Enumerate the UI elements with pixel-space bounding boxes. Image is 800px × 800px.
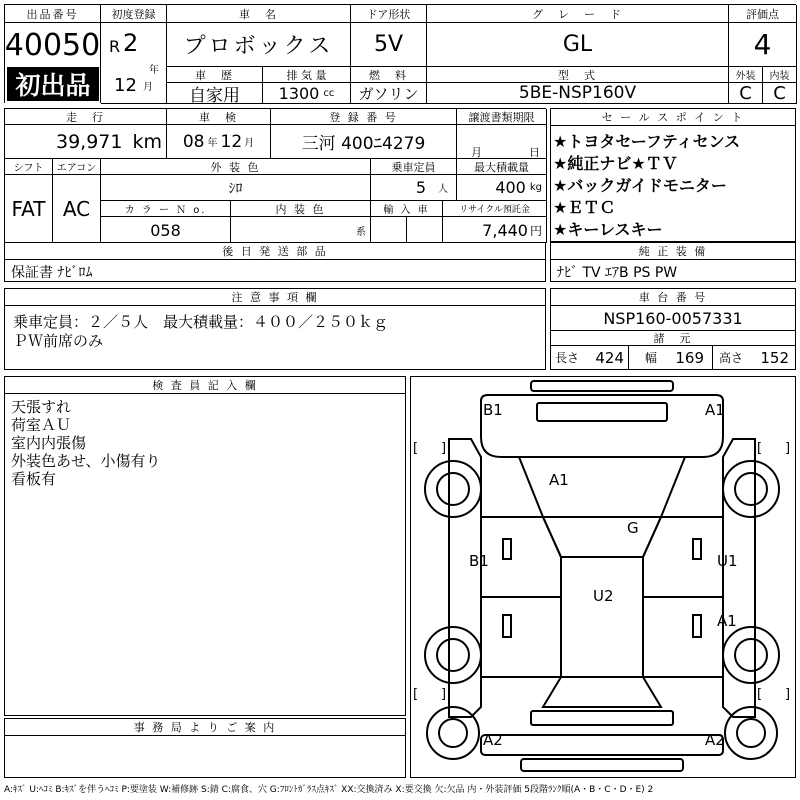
transfer-day-unit: 日	[529, 146, 540, 159]
notes-line: 乗車定員：２／５人 最大積載量：４００／２５０ｋｇ	[13, 313, 389, 331]
score: 4	[729, 23, 797, 67]
bracket-left-bottom-open: [	[413, 687, 419, 702]
damage-mark-b1-left-side: B1	[469, 552, 489, 570]
damage-mark-g-windshield: G	[627, 519, 639, 537]
height-cell	[713, 346, 795, 369]
damage-mark-a1-right-rear: A1	[717, 612, 737, 630]
recycle-value: 7,440	[482, 220, 528, 240]
grade-label: グ レ ー ド	[427, 5, 729, 23]
door-type: 5V	[351, 23, 427, 67]
height-label: 高さ	[719, 351, 744, 365]
width-value: 169	[675, 348, 704, 367]
model-code: 5BE-NSP160V	[427, 83, 729, 104]
displacement	[263, 83, 351, 104]
max-load-value: 400	[495, 178, 526, 197]
car-name: プロボックス	[167, 23, 351, 67]
exterior-grade: C	[729, 83, 763, 104]
later-parts-text: 保証書 ﾅﾋﾞﾛﾑ	[11, 265, 93, 281]
chassis-block	[550, 288, 796, 370]
inspector-line: 外装色あせ、小傷有り	[11, 452, 161, 470]
equipment-text: ﾅﾋﾞ TV ｴｱB PS PW	[557, 265, 678, 281]
bracket-left-bottom-close: ]	[441, 687, 447, 702]
transfer-deadline	[457, 125, 547, 159]
chassis-number: NSP160-0057331	[551, 306, 795, 331]
era: R	[109, 37, 121, 56]
grade: GL	[427, 23, 729, 67]
sales-point-item: ★純正ナビ★ＴＶ	[553, 154, 678, 173]
transfer-label: 譲渡書類期限	[457, 109, 547, 125]
capacity-label: 乗車定員	[371, 159, 457, 175]
notes-block	[4, 288, 546, 370]
inspector-line: 室内内張傷	[11, 434, 87, 452]
inspection-month-unit: 月	[244, 138, 255, 149]
sales-point-item: ★トヨタセーフティセンス	[553, 132, 741, 151]
max-load-unit: kg	[529, 182, 542, 193]
capacity	[371, 175, 457, 201]
damage-mark-u1-right-side: U1	[717, 552, 738, 570]
later-parts-label: 後 日 発 送 部 品	[5, 243, 545, 260]
first-listing-badge: 初出品	[7, 67, 99, 101]
exterior-color-label: 外 装 色	[101, 159, 371, 175]
import-box-2	[407, 217, 443, 243]
sales-point-item: ★ＥＴＣ	[553, 198, 616, 217]
bracket-right-top-close: ]	[785, 441, 791, 456]
length-cell	[551, 346, 629, 369]
color-number-label: カ ラ ー Ｎ o.	[101, 201, 231, 217]
max-load	[457, 175, 547, 201]
import-box-1	[371, 217, 407, 243]
recycle-deposit	[443, 217, 547, 243]
length-label: 長さ	[555, 351, 580, 365]
year-unit: 年	[149, 65, 159, 76]
score-label: 評価点	[729, 5, 797, 23]
chassis-label: 車 台 番 号	[551, 289, 795, 306]
mileage-label: 走 行	[5, 109, 167, 125]
damage-mark-a1-roof: A1	[549, 471, 569, 489]
ac-label: エアコン	[53, 159, 101, 175]
inspection-date	[167, 125, 271, 159]
shift-label: シフト	[5, 159, 53, 175]
history: 自家用	[167, 83, 263, 104]
interior-color-label: 内 装 色	[231, 201, 371, 217]
history-label: 車 歴	[167, 67, 263, 83]
legend-text: A:ｷｽﾞ U:ﾍｺﾐ B:ｷｽﾞを伴うﾍｺﾐ P:要塗装 W:補修跡 S:錆 C:腐食、穴 G:ﾌﾛﾝﾄｶﾞﾗｽ点ｷｽﾞ XX:交換済み X:要交換 欠:欠品 内・外装評価 5段階ﾗﾝｸ順(A・B・C・D・E) 2	[4, 785, 654, 795]
registration-month: 12	[114, 74, 137, 96]
width-label: 幅	[645, 351, 658, 365]
plate-number: 三河 400ﾆ4279	[271, 125, 457, 159]
equipment-label: 純 正 装 備	[551, 243, 795, 260]
plate-label: 登 録 番 号	[271, 109, 457, 125]
first-registration-year	[101, 23, 167, 76]
mileage	[5, 125, 167, 159]
damage-mark-u2-roof: U2	[593, 587, 614, 605]
header-block	[4, 4, 796, 106]
damage-mark-a2-rear-right: A2	[705, 731, 725, 749]
lot-number: 40050	[5, 23, 101, 67]
first-registration-label: 初度登録	[101, 5, 167, 23]
lot-number-label: 出品番号	[5, 5, 101, 23]
air-conditioner: AC	[53, 175, 101, 243]
specs-label: 諸 元	[551, 331, 795, 346]
interior-color	[231, 217, 371, 243]
sales-point-item: ★キーレスキー	[553, 220, 663, 239]
displacement-value: 1300	[278, 83, 320, 103]
mileage-value: 39,971	[56, 130, 123, 153]
fuel-label: 燃 料	[351, 67, 427, 83]
equipment-block	[550, 242, 796, 282]
damage-mark-b1-front-left: B1	[483, 401, 503, 419]
inspector-label: 検 査 員 記 入 欄	[5, 377, 405, 394]
max-load-label: 最大積載量	[457, 159, 547, 175]
displacement-label: 排 気 量	[263, 67, 351, 83]
length-value: 424	[595, 348, 624, 367]
inspection-month: 12	[220, 131, 243, 152]
vehicle-details-block	[4, 108, 546, 242]
transfer-month-unit: 月	[471, 146, 482, 159]
sales-points-label: セ ー ル ス ポ イ ン ト	[551, 109, 795, 126]
damage-mark-a2-rear-left: A2	[483, 731, 503, 749]
office-block	[4, 718, 406, 778]
month-unit: 月	[142, 81, 153, 93]
inspection-year: 08	[182, 131, 205, 152]
notes-label: 注 意 事 項 欄	[5, 289, 545, 306]
import-label: 輸 入 車	[371, 201, 443, 217]
sales-point-item: ★バックガイドモニター	[553, 176, 727, 195]
inspector-line: 荷室ＡＵ	[11, 416, 72, 434]
height-value: 152	[760, 348, 789, 367]
capacity-value: 5	[415, 178, 426, 197]
shift: FAT	[5, 175, 53, 243]
fuel: ガソリン	[351, 83, 427, 104]
exterior-color: ｼﾛ	[101, 175, 371, 201]
displacement-unit: cc	[323, 87, 335, 99]
notes-line: ＰＷ前席のみ	[13, 332, 104, 350]
damage-mark-a1-front-right: A1	[705, 401, 725, 419]
capacity-unit: 人	[438, 184, 448, 195]
exterior-label: 外装	[729, 67, 763, 83]
model-label: 型 式	[427, 67, 729, 83]
car-damage-diagram	[410, 376, 796, 778]
later-parts-block	[4, 242, 546, 282]
recycle-label: リサイクル預託金	[443, 201, 547, 217]
car-name-label: 車 名	[167, 5, 351, 23]
registration-year: 2	[123, 29, 139, 57]
bracket-right-bottom-open: [	[757, 687, 763, 702]
interior-color-unit: 系	[356, 226, 366, 238]
inspector-line: 看板有	[11, 470, 57, 488]
interior-grade: C	[763, 83, 797, 104]
door-label: ドア形状	[351, 5, 427, 23]
inspection-year-unit: 年	[207, 138, 218, 149]
mileage-unit: km	[132, 130, 162, 153]
recycle-unit: 円	[529, 223, 542, 238]
color-number: 058	[101, 217, 231, 243]
sales-points-block	[550, 108, 796, 242]
inspection-label: 車 検	[167, 109, 271, 125]
bracket-right-bottom-close: ]	[785, 687, 791, 702]
inspector-line: 天張すれ	[11, 398, 72, 416]
inspector-block	[4, 376, 406, 716]
car-outline-drawing	[411, 377, 795, 777]
width-cell	[629, 346, 713, 369]
office-label: 事 務 局 よ り ご 案 内	[5, 719, 405, 736]
first-registration-month	[101, 67, 167, 104]
bracket-right-top-open: [	[757, 441, 763, 456]
bracket-left-top-open: [	[413, 441, 419, 456]
bracket-left-top-close: ]	[441, 441, 447, 456]
interior-label: 内装	[763, 67, 797, 83]
